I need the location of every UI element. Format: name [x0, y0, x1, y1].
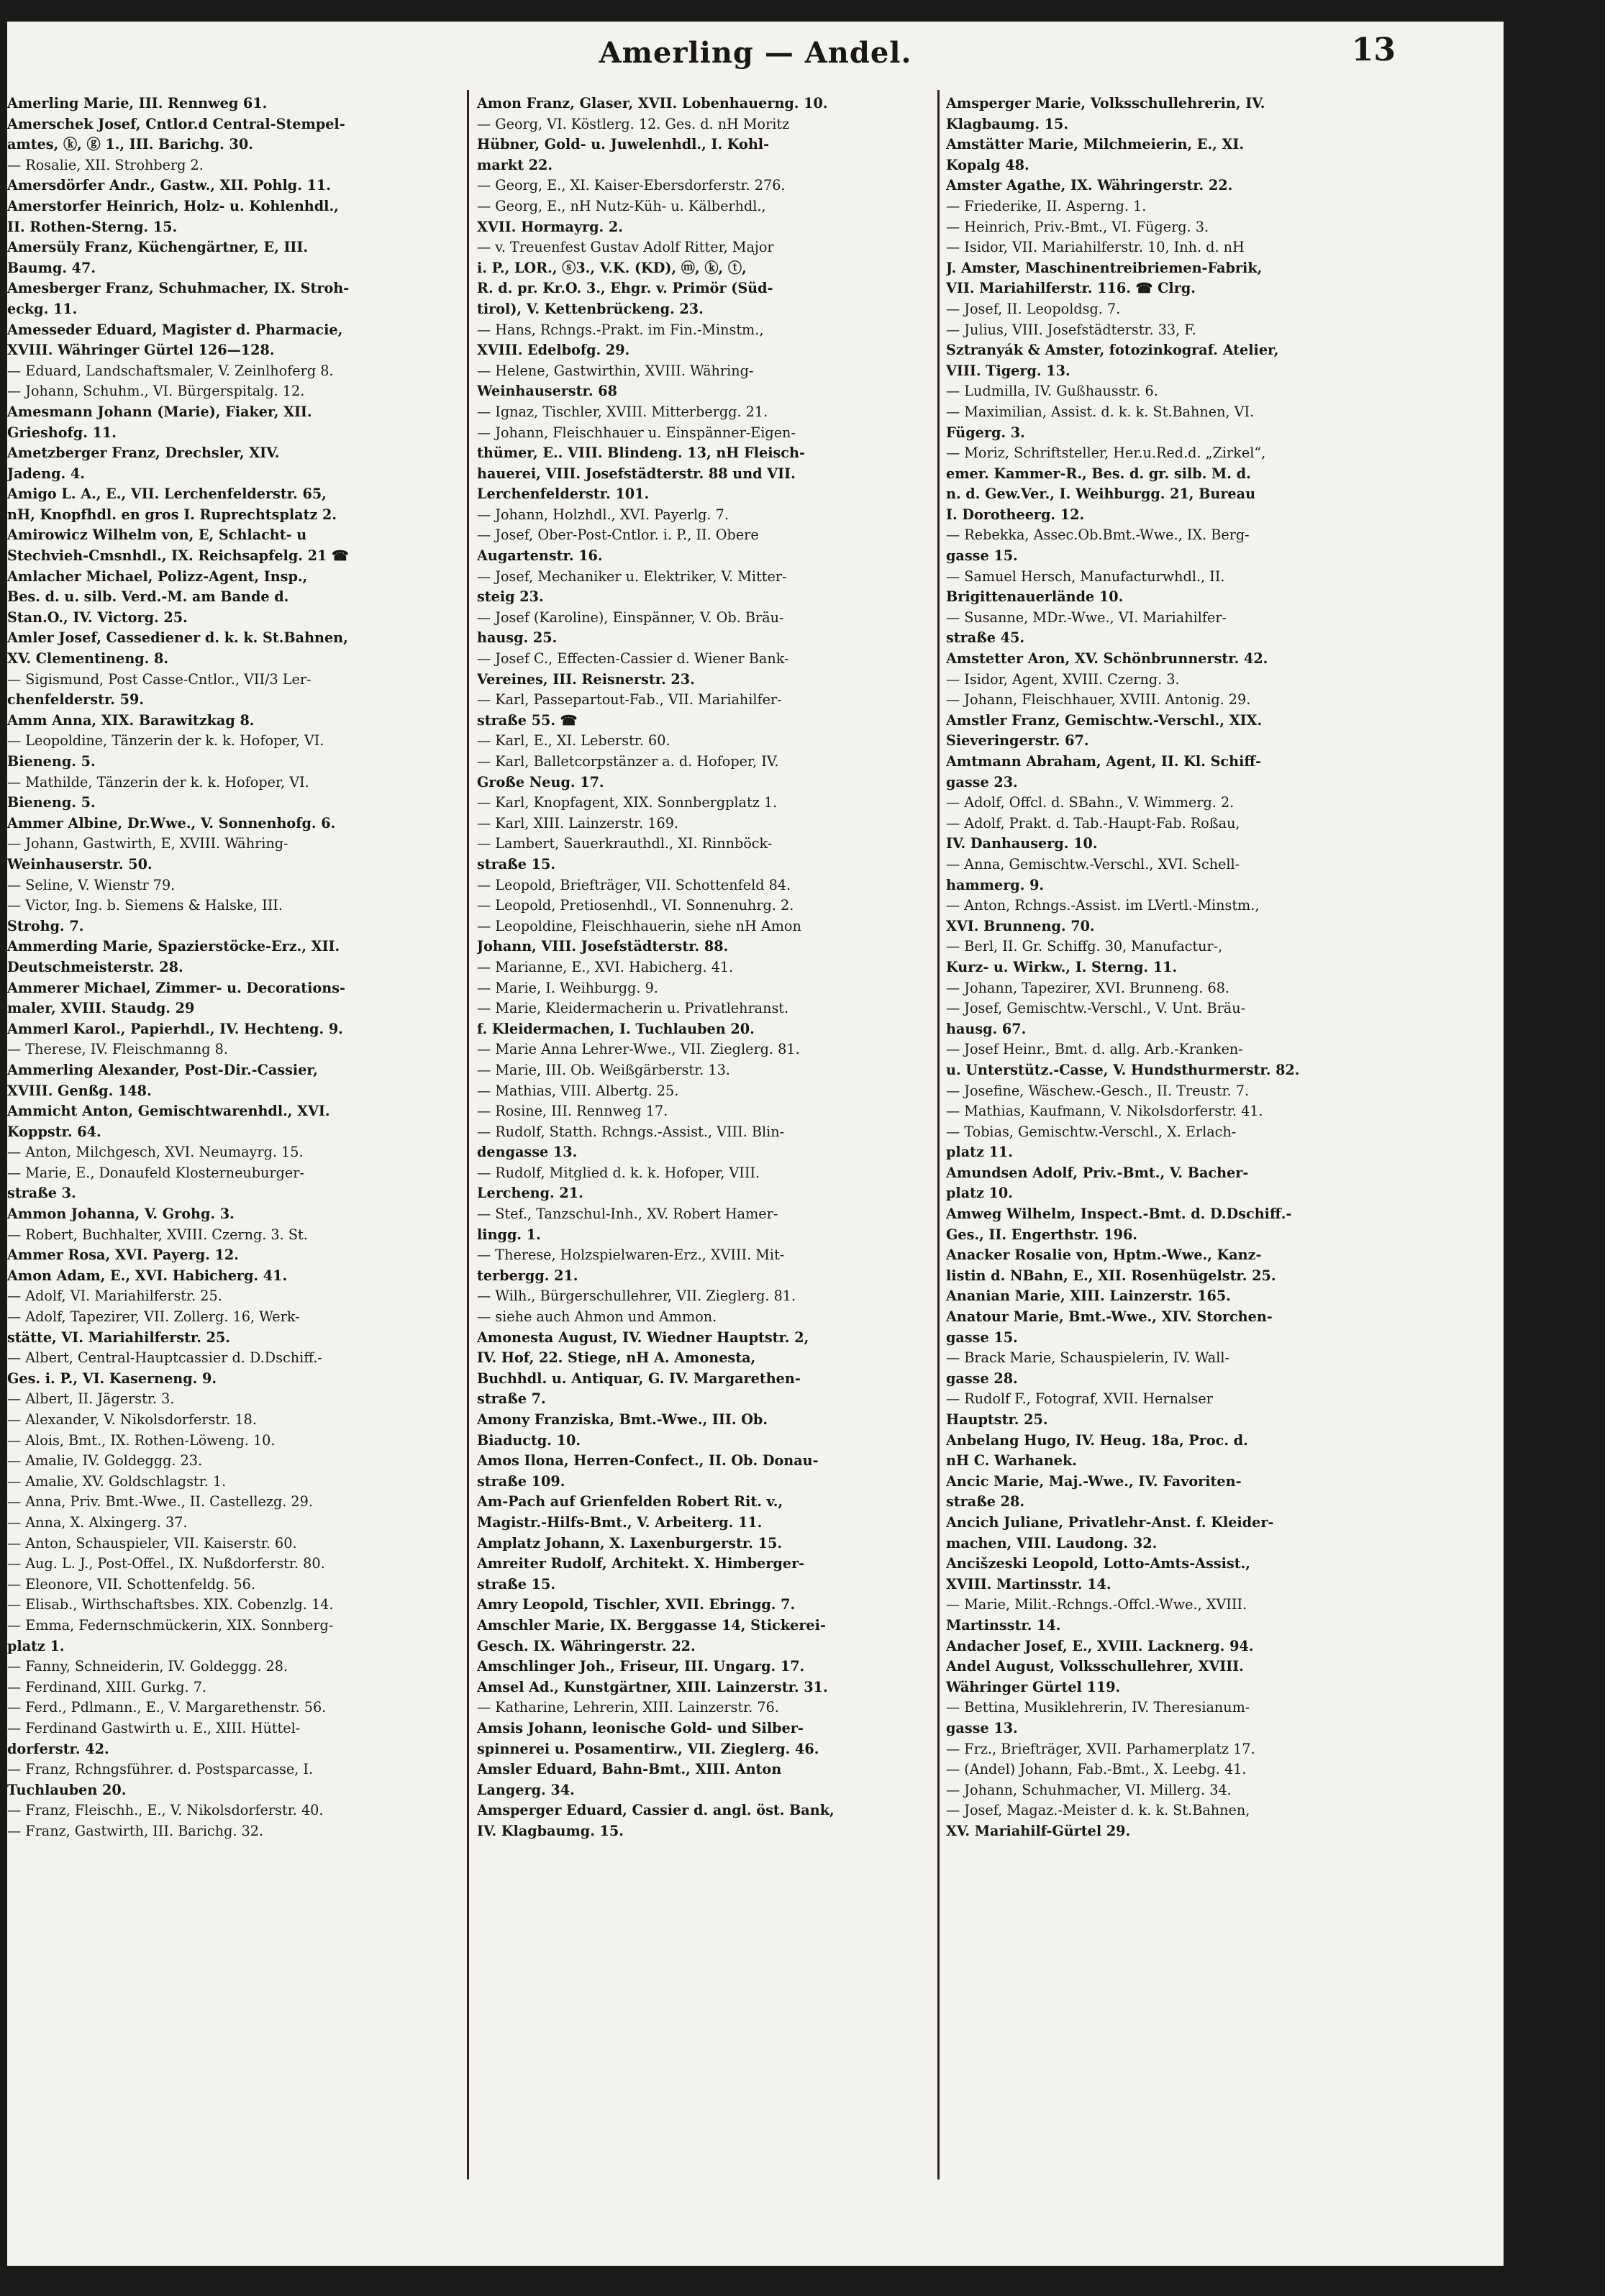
- directory-entry-line: Martinsstr. 14.: [946, 1616, 1061, 1634]
- directory-entry-line: — Georg, E., XI. Kaiser-Ebersdorferstr. 276.: [477, 177, 786, 194]
- directory-entry-line: — Julius, VIII. Josefstädterstr. 33, F.: [946, 321, 1196, 338]
- directory-entry-line: Ancich Juliane, Privatlehr-Anst. f. Kleider-: [946, 1513, 1274, 1531]
- directory-entry-line: — Anton, Schauspieler, VII. Kaiserstr. 60.: [7, 1534, 297, 1552]
- directory-entry-line: Amsel Ad., Kunstgärtner, XIII. Lainzerstr. 31.: [477, 1678, 828, 1695]
- directory-entry-line: Sztranyák & Amster, fotozinkograf. Atelier,: [946, 342, 1279, 359]
- directory-entry-line: Amplatz Johann, X. Laxenburgerstr. 15.: [477, 1534, 783, 1552]
- directory-entry-line: dengasse 13.: [477, 1144, 578, 1161]
- directory-entry-line: — (Andel) Johann, Fab.-Bmt., X. Leebg. 41.: [946, 1761, 1247, 1778]
- directory-entry-line: amtes, ⓚ, ⓖ 1., III. Barichg. 30.: [7, 136, 253, 153]
- directory-entry-line: — Amalie, XV. Goldschlagstr. 1.: [7, 1472, 227, 1490]
- directory-entry-line: gasse 15.: [946, 547, 1018, 565]
- directory-entry-line: Amesmann Johann (Marie), Fiaker, XII.: [7, 403, 312, 420]
- directory-entry-line: Buchhdl. u. Antiquar, G. IV. Margarethen-: [477, 1370, 801, 1387]
- directory-column-3: [946, 94, 1398, 1841]
- directory-entry-line: — Georg, E., nH Nutz-Küh- u. Kälberhdl.,: [477, 197, 766, 214]
- page-number: 13: [1351, 32, 1396, 68]
- directory-entry-line: — Adolf, VI. Mariahilferstr. 25.: [7, 1288, 222, 1305]
- directory-entry-line: — Stef., Tanzschul-Inh., XV. Robert Hamer-: [477, 1206, 778, 1223]
- directory-entry-line: — Rebekka, Assec.Ob.Bmt.-Wwe., IX. Berg-: [946, 527, 1250, 544]
- directory-entry-line: — Ferd., Pdlmann., E., V. Margarethenstr. 56.: [7, 1699, 327, 1716]
- directory-entry-line: Amon Franz, Glaser, XVII. Lobenhauerng. 10.: [477, 95, 828, 111]
- directory-entry-line: — Therese, IV. Fleischmanng 8.: [7, 1041, 228, 1058]
- directory-entry-line: — Rudolf, Mitglied d. k. k. Hofoper, VIII.: [477, 1164, 760, 1181]
- directory-entry-line: Amesseder Eduard, Magister d. Pharmacie,: [7, 321, 343, 338]
- directory-entry-line: machen, VIII. Laudong. 32.: [946, 1534, 1158, 1552]
- directory-entry-line: — Sigismund, Post Casse-Cntlor., VII/3 Ler-: [7, 670, 312, 688]
- directory-entry-line: — Heinrich, Priv.-Bmt., VI. Fügerg. 3.: [946, 218, 1209, 235]
- directory-entry-line: Am-Pach auf Grienfelden Robert Rit. v.,: [477, 1493, 783, 1511]
- directory-entry-line: hausg. 67.: [946, 1020, 1027, 1037]
- directory-entry-line: Ammerling Alexander, Post-Dir.-Cassier,: [7, 1061, 318, 1078]
- directory-entry-line: f. Kleidermachen, I. Tuchlauben 20.: [477, 1020, 755, 1037]
- directory-entry-line: — Josef C., Effecten-Cassier d. Wiener Bank-: [477, 650, 789, 668]
- directory-entry-line: emer. Kammer-R., Bes. d. gr. silb. M. d.: [946, 465, 1251, 482]
- directory-entry-line: Amundsen Adolf, Priv.-Bmt., V. Bacher-: [946, 1164, 1249, 1181]
- directory-entry-line: Bieneng. 5.: [7, 794, 96, 811]
- directory-entry-line: Gesch. IX. Währingerstr. 22.: [477, 1637, 696, 1654]
- directory-entry-line: IV. Hof, 22. Stiege, nH A. Amonesta,: [477, 1349, 756, 1367]
- directory-entry-line: — Adolf, Prakt. d. Tab.-Haupt-Fab. Roßau,: [946, 814, 1240, 832]
- directory-entry-line: Anatour Marie, Bmt.-Wwe., XIV. Storchen-: [946, 1308, 1273, 1326]
- directory-entry-line: Währinger Gürtel 119.: [946, 1678, 1121, 1695]
- directory-entry-line: platz 11.: [946, 1144, 1013, 1161]
- directory-entry-line: Amonesta August, IV. Wiedner Hauptstr. 2,: [477, 1329, 809, 1346]
- directory-entry-line: Ananian Marie, XIII. Lainzerstr. 165.: [946, 1288, 1231, 1305]
- directory-entry-line: IV. Klagbaumg. 15.: [477, 1822, 624, 1839]
- directory-entry-line: — Karl, E., XI. Leberstr. 60.: [477, 732, 670, 750]
- directory-entry-line: Fügerg. 3.: [946, 424, 1025, 441]
- directory-entry-line: — Fanny, Schneiderin, IV. Goldeggg. 28.: [7, 1658, 288, 1675]
- directory-entry-line: nH C. Warhanek.: [946, 1452, 1077, 1470]
- directory-entry-line: — Josefine, Wäschew.-Gesch., II. Treustr. 7.: [946, 1082, 1250, 1099]
- directory-entry-line: steig 23.: [477, 588, 544, 606]
- directory-entry-line: — Johann, Holzhdl., XVI. Payerlg. 7.: [477, 506, 729, 523]
- directory-entry-line: XVIII. Währinger Gürtel 126—128.: [7, 342, 275, 359]
- directory-entry-line: Sieveringerstr. 67.: [946, 732, 1089, 750]
- directory-entry-line: — Adolf, Tapezirer, VII. Zollerg. 16, Werk-: [7, 1308, 300, 1326]
- directory-entry-line: — Leopoldine, Fleischhauerin, siehe nH Amon: [477, 917, 801, 934]
- directory-entry-line: straße 3.: [7, 1185, 76, 1202]
- directory-entry-line: — Anton, Rchngs.-Assist. im LVertl.-Minstm.,: [946, 897, 1260, 914]
- directory-entry-line: — Josef, Mechaniker u. Elektriker, V. Mitter-: [477, 568, 787, 585]
- directory-entry-line: — Karl, Passepartout-Fab., VII. Mariahilfer-: [477, 691, 782, 709]
- directory-entry-line: Ancišzeski Leopold, Lotto-Amts-Assist.,: [946, 1555, 1250, 1572]
- directory-entry-line: Andel August, Volksschullehrer, XVIII.: [946, 1658, 1244, 1675]
- directory-entry-line: — Marie, Kleidermacherin u. Privatlehranst.: [477, 1000, 789, 1017]
- directory-entry-line: — Wilh., Bürgerschullehrer, VII. Zieglerg. 81.: [477, 1288, 796, 1305]
- directory-entry-line: Amersdörfer Andr., Gastw., XII. Pohlg. 11.: [7, 177, 331, 194]
- directory-entry-line: — Brack Marie, Schauspielerin, IV. Wall-: [946, 1349, 1229, 1367]
- directory-entry-line: — Marianne, E., XVI. Habicherg. 41.: [477, 958, 734, 975]
- directory-entry-line: — Karl, Knopfagent, XIX. Sonnbergplatz 1.: [477, 794, 778, 811]
- directory-entry-line: Amtmann Abraham, Agent, II. Kl. Schiff-: [946, 753, 1262, 770]
- directory-entry-line: — Leopold, Briefträger, VII. Schottenfeld 84.: [477, 876, 791, 893]
- directory-entry-line: — Johann, Schuhm., VI. Bürgerspitalg. 12.: [7, 383, 305, 400]
- directory-entry-line: Amigo L. A., E., VII. Lerchenfelderstr. 65,: [7, 486, 327, 503]
- directory-entry-line: Amsperger Marie, Volksschullehrerin, IV.: [946, 95, 1265, 111]
- directory-entry-line: gasse 28.: [946, 1370, 1018, 1387]
- directory-entry-line: Biaductg. 10.: [477, 1431, 581, 1449]
- directory-entry-line: — Rudolf, Statth. Rchngs.-Assist., VIII. Blin-: [477, 1123, 785, 1140]
- directory-entry-line: straße 7.: [477, 1390, 546, 1408]
- directory-entry-line: Amry Leopold, Tischler, XVII. Ebringg. 7.: [477, 1596, 796, 1613]
- directory-entry-line: Baumg. 47.: [7, 259, 96, 276]
- directory-entry-line: Amschler Marie, IX. Berggasse 14, Stickerei-: [477, 1616, 826, 1634]
- directory-entry-line: — Seline, V. Wienstr 79.: [7, 876, 176, 893]
- directory-entry-line: Stan.O., IV. Victorg. 25.: [7, 609, 188, 626]
- directory-entry-line: XV. Mariahilf-Gürtel 29.: [946, 1822, 1131, 1839]
- directory-entry-line: — Mathias, Kaufmann, V. Nikolsdorferstr. 41.: [946, 1103, 1263, 1120]
- directory-entry-line: Bes. d. u. silb. Verd.-M. am Bande d.: [7, 588, 289, 606]
- directory-entry-line: platz 1.: [7, 1637, 65, 1654]
- directory-entry-line: — Johann, Fleischhauer, XVIII. Antonig. 29.: [946, 691, 1251, 709]
- directory-entry-line: Amerschek Josef, Cntlor.d Central-Stempel-: [7, 115, 345, 132]
- directory-entry-line: — Susanne, MDr.-Wwe., VI. Mariahilfer-: [946, 609, 1227, 626]
- directory-entry-line: XVIII. Genßg. 148.: [7, 1082, 152, 1099]
- directory-page: [7, 22, 1504, 2266]
- directory-entry-line: Amlacher Michael, Polizz-Agent, Insp.,: [7, 568, 308, 585]
- directory-entry-line: VIII. Tigerg. 13.: [946, 362, 1070, 379]
- directory-entry-line: Lercheng. 21.: [477, 1185, 583, 1202]
- directory-entry-line: — Franz, Fleischh., E., V. Nikolsdorferstr. 40.: [7, 1802, 324, 1819]
- directory-entry-line: — Maximilian, Assist. d. k. k. St.Bahnen, VI.: [946, 403, 1255, 420]
- directory-entry-line: — Lambert, Sauerkrauthdl., XI. Rinnböck-: [477, 835, 773, 852]
- directory-entry-line: Jadeng. 4.: [7, 465, 85, 482]
- directory-entry-line: n. d. Gew.Ver., I. Weihburgg. 21, Bureau: [946, 486, 1256, 503]
- directory-entry-line: Amesberger Franz, Schuhmacher, IX. Stroh-: [7, 280, 350, 297]
- directory-entry-line: nH, Knopfhdl. en gros I. Ruprechtsplatz 2.: [7, 506, 337, 523]
- directory-entry-line: Amony Franziska, Bmt.-Wwe., III. Ob.: [477, 1411, 768, 1428]
- directory-entry-line: — Josef Heinr., Bmt. d. allg. Arb.-Kranken-: [946, 1041, 1243, 1058]
- directory-entry-line: eckg. 11.: [7, 300, 78, 317]
- directory-entry-line: Amos Ilona, Herren-Confect., II. Ob. Donau-: [477, 1452, 819, 1470]
- directory-entry-line: — Berl, II. Gr. Schiffg. 30, Manufactur-,: [946, 938, 1223, 955]
- directory-entry-line: Johann, VIII. Josefstädterstr. 88.: [477, 938, 729, 955]
- directory-entry-line: — Anna, X. Alxingerg. 37.: [7, 1513, 188, 1531]
- directory-entry-line: — Johann, Schuhmacher, VI. Millerg. 34.: [946, 1781, 1232, 1798]
- directory-entry-line: Weinhauserstr. 68: [477, 383, 617, 400]
- directory-entry-line: Amler Josef, Cassediener d. k. k. St.Bahnen,: [7, 629, 348, 647]
- directory-entry-line: Amon Adam, E., XVI. Habicherg. 41.: [7, 1267, 288, 1284]
- directory-entry-line: XVIII. Edelbofg. 29.: [477, 342, 630, 359]
- directory-entry-line: straße 28.: [946, 1493, 1025, 1511]
- directory-entry-line: Amerstorfer Heinrich, Holz- u. Kohlenhdl.,: [7, 197, 339, 214]
- directory-entry-line: — Johann, Tapezirer, XVI. Brunneng. 68.: [946, 979, 1230, 996]
- directory-entry-line: Ammer Albine, Dr.Wwe., V. Sonnenhofg. 6.: [7, 814, 336, 832]
- directory-entry-line: Augartenstr. 16.: [477, 547, 603, 565]
- directory-entry-line: Anbelang Hugo, IV. Heug. 18a, Proc. d.: [946, 1431, 1248, 1449]
- directory-entry-line: — Anna, Priv. Bmt.-Wwe., II. Castellezg. 29.: [7, 1493, 313, 1511]
- directory-entry-line: Amm Anna, XIX. Barawitzkag 8.: [7, 711, 255, 729]
- directory-entry-line: — Eleonore, VII. Schottenfeldg. 56.: [7, 1575, 255, 1593]
- directory-entry-line: — Eduard, Landschaftsmaler, V. Zeinlhoferg 8.: [7, 362, 334, 379]
- directory-entry-line: — Franz, Rchngsführer. d. Postsparcasse, I.: [7, 1761, 314, 1778]
- directory-entry-line: — Isidor, VII. Mariahilferstr. 10, Inh. d. nH: [946, 239, 1245, 256]
- directory-entry-line: — Amalie, IV. Goldeggg. 23.: [7, 1452, 203, 1470]
- directory-entry-line: Langerg. 34.: [477, 1781, 575, 1798]
- directory-entry-line: XVI. Brunneng. 70.: [946, 917, 1095, 934]
- directory-entry-line: — Josef, Gemischtw.-Verschl., V. Unt. Bräu-: [946, 1000, 1246, 1017]
- directory-entry-line: Amersüly Franz, Küchengärtner, E, III.: [7, 239, 309, 256]
- directory-entry-line: — Katharine, Lehrerin, XIII. Lainzerstr. 76.: [477, 1699, 779, 1716]
- directory-entry-line: straße 15.: [477, 1575, 556, 1593]
- directory-entry-line: dorferstr. 42.: [7, 1740, 109, 1757]
- directory-entry-line: u. Unterstütz.-Casse, V. Hundsthurmerstr. 82.: [946, 1061, 1300, 1078]
- directory-entry-line: — Albert, II. Jägerstr. 3.: [7, 1390, 175, 1408]
- directory-entry-line: — Samuel Hersch, Manufacturwhdl., II.: [946, 568, 1225, 585]
- directory-entry-line: Große Neug. 17.: [477, 773, 604, 791]
- directory-entry-line: II. Rothen-Sterng. 15.: [7, 218, 178, 235]
- directory-entry-line: I. Dorotheerg. 12.: [946, 506, 1085, 523]
- directory-entry-line: Amerling Marie, III. Rennweg 61.: [7, 95, 268, 111]
- directory-entry-line: Ammerding Marie, Spazierstöcke-Erz., XII.: [7, 938, 340, 955]
- directory-entry-line: Brigittenauerlände 10.: [946, 588, 1124, 606]
- directory-entry-line: Grieshofg. 11.: [7, 424, 117, 441]
- directory-entry-line: — Adolf, Offcl. d. SBahn., V. Wimmerg. 2.: [946, 794, 1235, 811]
- directory-entry-line: — Albert, Central-Hauptcassier d. D.Dschiff.-: [7, 1349, 322, 1367]
- directory-entry-line: Stechvieh-Cmsnhdl., IX. Reichsapfelg. 21 ☎: [7, 547, 349, 565]
- directory-entry-line: listin d. NBahn, E., XII. Rosenhügelstr. 25.: [946, 1267, 1276, 1284]
- directory-entry-line: — Franz, Gastwirth, III. Barichg. 32.: [7, 1822, 264, 1839]
- directory-entry-line: Ancic Marie, Maj.-Wwe., IV. Favoriten-: [946, 1472, 1242, 1490]
- directory-entry-line: Amsperger Eduard, Cassier d. angl. öst. Bank,: [477, 1802, 835, 1819]
- page-header-title: Amerling — Andel.: [599, 36, 912, 70]
- directory-entry-line: — Friederike, II. Asperng. 1.: [946, 197, 1147, 214]
- directory-entry-line: — Helene, Gastwirthin, XVIII. Währing-: [477, 362, 754, 379]
- directory-entry-line: — Moriz, Schriftsteller, Her.u.Red.d. „Zirkel“,: [946, 445, 1266, 462]
- directory-entry-line: Amstetter Aron, XV. Schönbrunnerstr. 42.: [946, 650, 1268, 668]
- directory-entry-line: — Marie, I. Weihburgg. 9.: [477, 979, 658, 996]
- directory-entry-line: Amweg Wilhelm, Inspect.-Bmt. d. D.Dschiff.-: [946, 1206, 1292, 1223]
- directory-entry-line: hammerg. 9.: [946, 876, 1045, 893]
- directory-entry-line: — Josef, Magaz.-Meister d. k. k. St.Bahnen,: [946, 1802, 1250, 1819]
- directory-entry-line: Amirowicz Wilhelm von, E, Schlacht- u: [7, 527, 307, 544]
- directory-entry-line: Amster Agathe, IX. Währingerstr. 22.: [946, 177, 1233, 194]
- directory-entry-line: — Marie, III. Ob. Weißgärberstr. 13.: [477, 1061, 730, 1078]
- directory-entry-line: — Marie, Milit.-Rchngs.-Offcl.-Wwe., XVIII.: [946, 1596, 1247, 1613]
- directory-entry-line: — Rosalie, XII. Strohberg 2.: [7, 156, 204, 173]
- directory-entry-line: — Anton, Milchgesch, XVI. Neumayrg. 15.: [7, 1144, 304, 1161]
- directory-entry-line: XV. Clementineng. 8.: [7, 650, 169, 668]
- directory-entry-line: — Frz., Briefträger, XVII. Parhamerplatz 17.: [946, 1740, 1255, 1757]
- directory-entry-line: Ammicht Anton, Gemischtwarenhdl., XVI.: [7, 1103, 330, 1120]
- directory-entry-line: — Rosine, III. Rennweg 17.: [477, 1103, 668, 1120]
- directory-entry-line: — Leopoldine, Tänzerin der k. k. Hofoper, VI.: [7, 732, 324, 750]
- directory-entry-line: Kurz- u. Wirkw., I. Sterng. 11.: [946, 958, 1178, 975]
- directory-entry-line: — Tobias, Gemischtw.-Verschl., X. Erlach-: [946, 1123, 1237, 1140]
- directory-entry-line: Ammerl Karol., Papierhdl., IV. Hechteng. 9.: [7, 1020, 343, 1037]
- directory-entry-line: R. d. pr. Kr.O. 3., Ehgr. v. Primör (Süd-: [477, 280, 773, 297]
- directory-entry-line: — Leopold, Pretiosenhdl., VI. Sonnenuhrg. 2.: [477, 897, 794, 914]
- directory-entry-line: spinnerei u. Posamentirw., VII. Zieglerg. 46.: [477, 1740, 819, 1757]
- directory-entry-line: tirol), V. Kettenbrückeng. 23.: [477, 300, 704, 317]
- directory-entry-line: hausg. 25.: [477, 629, 558, 647]
- directory-entry-line: thümer, E.. VIII. Blindeng. 13, nH Fleisch-: [477, 445, 805, 462]
- directory-entry-line: Lerchenfelderstr. 101.: [477, 486, 650, 503]
- directory-entry-line: — Alois, Bmt., IX. Rothen-Löweng. 10.: [7, 1431, 276, 1449]
- directory-entry-line: — Georg, VI. Köstlerg. 12. Ges. d. nH Moritz: [477, 115, 790, 132]
- column-divider: [467, 90, 469, 2179]
- directory-entry-line: IV. Danhauserg. 10.: [946, 835, 1098, 852]
- directory-entry-line: straße 109.: [477, 1472, 565, 1490]
- directory-entry-line: Magistr.-Hilfs-Bmt., V. Arbeiterg. 11.: [477, 1513, 763, 1531]
- directory-entry-line: — Ferdinand, XIII. Gurkg. 7.: [7, 1678, 207, 1695]
- directory-entry-line: gasse 13.: [946, 1719, 1018, 1736]
- directory-entry-line: — Emma, Federnschmückerin, XIX. Sonnberg-: [7, 1616, 334, 1634]
- directory-entry-line: — Johann, Gastwirth, E, XVIII. Währing-: [7, 835, 288, 852]
- directory-entry-line: Amschlinger Joh., Friseur, III. Ungarg. 17.: [477, 1658, 805, 1675]
- directory-entry-line: Ges., II. Engerthstr. 196.: [946, 1226, 1137, 1243]
- directory-entry-line: Deutschmeisterstr. 28.: [7, 958, 183, 975]
- directory-entry-line: — Ludmilla, IV. Gußhausstr. 6.: [946, 383, 1158, 400]
- directory-entry-line: — Josef, II. Leopoldsg. 7.: [946, 300, 1121, 317]
- directory-entry-line: — Alexander, V. Nikolsdorferstr. 18.: [7, 1411, 257, 1428]
- directory-entry-line: chenfelderstr. 59.: [7, 691, 145, 709]
- directory-entry-line: — Mathilde, Tänzerin der k. k. Hofoper, VI.: [7, 773, 309, 791]
- directory-entry-line: Bieneng. 5.: [7, 753, 96, 770]
- directory-entry-line: Kopalg 48.: [946, 156, 1029, 173]
- directory-entry-line: Ammerer Michael, Zimmer- u. Decorations-: [7, 979, 345, 996]
- directory-entry-line: — Anna, Gemischtw.-Verschl., XVI. Schell-: [946, 855, 1240, 873]
- directory-column-2: [477, 94, 929, 1841]
- directory-entry-line: — Mathias, VIII. Albertg. 25.: [477, 1082, 679, 1099]
- directory-entry-line: Strohg. 7.: [7, 917, 84, 934]
- directory-entry-line: — Karl, XIII. Lainzerstr. 169.: [477, 814, 679, 832]
- directory-entry-line: — Therese, Holzspielwaren-Erz., XVIII. Mit-: [477, 1247, 785, 1264]
- directory-entry-line: — Ferdinand Gastwirth u. E., XIII. Hüttel-: [7, 1719, 301, 1736]
- directory-entry-line: — Victor, Ing. b. Siemens & Halske, III.: [7, 897, 283, 914]
- directory-entry-line: Koppstr. 64.: [7, 1123, 101, 1140]
- directory-entry-line: — Isidor, Agent, XVIII. Czerng. 3.: [946, 670, 1180, 688]
- directory-entry-line: Amstler Franz, Gemischtw.-Verschl., XIX.: [946, 711, 1263, 729]
- column-divider: [937, 90, 940, 2179]
- directory-entry-line: straße 55. ☎: [477, 711, 578, 729]
- directory-entry-line: — Bettina, Musiklehrerin, IV. Theresianum-: [946, 1699, 1250, 1716]
- directory-entry-line: Ametzberger Franz, Drechsler, XIV.: [7, 445, 280, 462]
- directory-entry-line: — Elisab., Wirthschaftsbes. XIX. Cobenzlg. 14.: [7, 1596, 334, 1613]
- directory-entry-line: Amreiter Rudolf, Architekt. X. Himberger-: [477, 1555, 805, 1572]
- directory-entry-line: — Marie Anna Lehrer-Wwe., VII. Zieglerg. 81.: [477, 1041, 800, 1058]
- directory-entry-line: — Rudolf F., Fotograf, XVII. Hernalser: [946, 1390, 1213, 1408]
- directory-entry-line: lingg. 1.: [477, 1226, 541, 1243]
- directory-entry-line: terbergg. 21.: [477, 1267, 578, 1284]
- directory-entry-line: — Josef (Karoline), Einspänner, V. Ob. Bräu-: [477, 609, 784, 626]
- directory-entry-line: stätte, VI. Mariahilferstr. 25.: [7, 1329, 230, 1346]
- directory-entry-line: XVII. Hormayrg. 2.: [477, 218, 623, 235]
- directory-entry-line: Andacher Josef, E., XVIII. Lacknerg. 94.: [946, 1637, 1254, 1654]
- directory-entry-line: Weinhauserstr. 50.: [7, 855, 153, 873]
- directory-entry-line: Klagbaumg. 15.: [946, 115, 1069, 132]
- directory-entry-line: — Ignaz, Tischler, XVIII. Mitterbergg. 21.: [477, 403, 768, 420]
- directory-entry-line: Anacker Rosalie von, Hptm.-Wwe., Kanz-: [946, 1247, 1262, 1264]
- directory-entry-line: — Karl, Balletcorpstänzer a. d. Hofoper, IV.: [477, 753, 779, 770]
- directory-entry-line: Amsler Eduard, Bahn-Bmt., XIII. Anton: [477, 1761, 782, 1778]
- directory-column-1: [7, 94, 459, 1841]
- directory-entry-line: Vereines, III. Reisnerstr. 23.: [477, 670, 695, 688]
- directory-entry-line: J. Amster, Maschinentreibriemen-Fabrik,: [946, 259, 1263, 276]
- directory-entry-line: — Aug. L. J., Post-Offel., IX. Nußdorferstr. 80.: [7, 1555, 325, 1572]
- directory-entry-line: Ges. i. P., VI. Kaserneng. 9.: [7, 1370, 217, 1387]
- directory-entry-line: gasse 23.: [946, 773, 1018, 791]
- directory-entry-line: markt 22.: [477, 156, 553, 173]
- directory-entry-line: straße 15.: [477, 855, 556, 873]
- directory-entry-line: maler, XVIII. Staudg. 29: [7, 1000, 195, 1017]
- directory-entry-line: — Josef, Ober-Post-Cntlor. i. P., II. Obere: [477, 527, 759, 544]
- directory-entry-line: XVIII. Martinsstr. 14.: [946, 1575, 1111, 1593]
- directory-entry-line: — v. Treuenfest Gustav Adolf Ritter, Major: [477, 239, 774, 256]
- directory-entry-line: Amstätter Marie, Milchmeierin, E., XI.: [946, 136, 1245, 153]
- directory-entry-line: Tuchlauben 20.: [7, 1781, 127, 1798]
- directory-entry-line: Hübner, Gold- u. Juwelenhdl., I. Kohl-: [477, 136, 770, 153]
- directory-entry-line: Ammer Rosa, XVI. Payerg. 12.: [7, 1247, 239, 1264]
- directory-entry-line: — Hans, Rchngs.-Prakt. im Fin.-Minstm.,: [477, 321, 764, 338]
- directory-entry-line: — Johann, Fleischhauer u. Einspänner-Eigen-: [477, 424, 796, 441]
- directory-entry-line: Ammon Johanna, V. Grohg. 3.: [7, 1206, 235, 1223]
- directory-entry-line: i. P., LOR., ⓢ3., V.K. (KD), ⓜ, ⓚ, ⓣ,: [477, 259, 747, 276]
- directory-entry-line: platz 10.: [946, 1185, 1013, 1202]
- directory-entry-line: VII. Mariahilferstr. 116. ☎ Clrg.: [946, 280, 1196, 297]
- directory-entry-line: Hauptstr. 25.: [946, 1411, 1048, 1428]
- directory-entry-line: gasse 15.: [946, 1329, 1018, 1346]
- directory-entry-line: straße 45.: [946, 629, 1025, 647]
- directory-entry-line: — Robert, Buchhalter, XVIII. Czerng. 3. St.: [7, 1226, 308, 1243]
- directory-entry-line: — siehe auch Ahmon und Ammon.: [477, 1308, 717, 1326]
- directory-entry-line: hauerei, VIII. Josefstädterstr. 88 und VII.: [477, 465, 796, 482]
- directory-entry-line: Amsis Johann, leonische Gold- und Silber-: [477, 1719, 804, 1736]
- directory-entry-line: — Marie, E., Donaufeld Klosterneuburger-: [7, 1164, 304, 1181]
